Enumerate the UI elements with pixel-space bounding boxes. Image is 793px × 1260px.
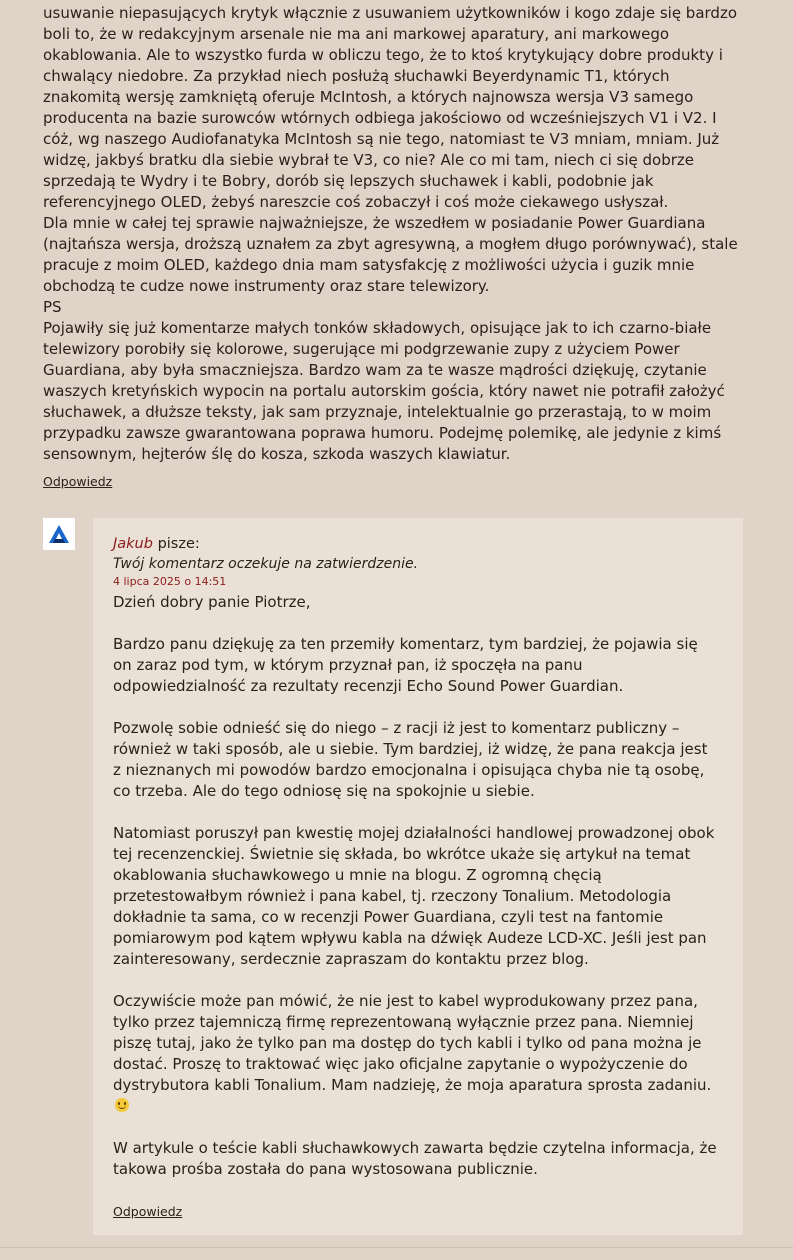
smile-emoji-icon bbox=[115, 1098, 129, 1112]
parent-comment-paragraph: Pojawiły się już komentarze małych tonków składowych, opisujące jak to ich czarno-białe telewizory porobiły się kolorowe, sugerujące mi podgrzewanie zupy z użyciem Power Guardiana, aby była smaczniejsza. Bardzo wam za te wasze mądrości dziękuję, czytanie waszych kretyńskich wypocin na portalu autorskim gościa, który nawet nie potrafił założyć słuchawek, a dłuższe teksty, jak sam przyznaje, intelektualnie go przerastają, to w moim przypadku zawsze gwarantowana poprawa humoru. Podejmę polemikę, ale jedynie z kimś sensownym, hejterów ślę do kosza, szkoda waszych klawiatur. bbox=[43, 319, 725, 463]
parent-comment-paragraph: PS bbox=[43, 298, 62, 316]
avatar bbox=[43, 518, 75, 550]
parent-comment-paragraph: usuwanie niepasujących krytyk włącznie z usuwaniem użytkowników i kogo zdaje się bardzo boli to, że w redakcyjnym arsenale nie ma ani markowej aparatury, ani markowego okablowania. Ale to wszystko furda w obliczu tego, że to ktoś krytykujący dobre produkty i chwalący niedobre. Za przykład niech posłużą słuchawki Beyerdynamic T1, których znakomitą wersję zamkniętą oferuje McIntosh, a których najnowsza wersja V3 samego producenta na bazie surowców wtórnych odbiega jakościowo od wcześniejszych V1 i V2. I cóż, wg naszego Audiofanatyka McIntosh są nie tego, natomiast te V3 mniam, mniam. Już widzę, jakbyś bratku dla siebie wybrał te V3, co nie? Ale co mi tam, niech ci się dobrze sprzedają te Wydry i te Bobry, dorób się lepszych słuchawek i kabli, podobnie jak referencyjnego OLED, żebyś nareszcie coś zobaczył i coś może ciekawego usłyszał. bbox=[43, 4, 737, 211]
reply-paragraph: Dzień dobry panie Piotrze, bbox=[113, 593, 311, 611]
avatar-logo-icon bbox=[43, 518, 75, 550]
reply-comment bbox=[93, 518, 743, 1235]
reply-link-parent[interactable]: Odpowiedz bbox=[43, 474, 113, 489]
reply-link-child[interactable]: Odpowiedz bbox=[113, 1204, 183, 1219]
comment-date-link[interactable]: 4 lipca 2025 o 14:51 bbox=[113, 575, 227, 588]
divider bbox=[0, 1247, 793, 1248]
reply-comment-body bbox=[113, 592, 719, 1180]
moderation-note: Twój komentarz oczekuje na zatwierdzenie. bbox=[113, 556, 419, 572]
parent-comment-body bbox=[43, 0, 743, 465]
reply-paragraph-with-emoji bbox=[113, 991, 719, 1117]
reply-paragraph: Pozwolę sobie odnieść się do niego – z racji iż jest to komentarz publiczny – również w taki sposób, ale u siebie. Tym bardziej, iż widzę, że pana reakcja jest z nieznanych mi powodów bardzo emocjonalna i opisująca chyba nie tą osobę, co trzeba. Ale do tego odniosę się na spokojnie u siebie. bbox=[113, 719, 708, 800]
comment-says: pisze: bbox=[157, 536, 200, 552]
comment-author[interactable]: Jakub bbox=[113, 536, 153, 552]
reply-paragraph: Bardzo panu dziękuję za ten przemiły komentarz, tym bardziej, że pojawia się on zaraz pod tym, w którym przyznał pan, iż spoczęła na panu odpowiedzialność za rezultaty recenzji Echo Sound Power Guardian. bbox=[113, 635, 698, 695]
parent-comment-paragraph: Dla mnie w całej tej sprawie najważniejsze, że wszedłem w posiadanie Power Guardiana (najtańsza wersja, droższą uznałem za zbyt agresywną, a mogłem długo porównywać), stale pracuje z moim OLED, każdego dnia mam satysfakcję z możliwości użycia i guzik mnie obchodzą te cudze nowe instrumenty oraz stare telewizory. bbox=[43, 214, 738, 295]
reply-paragraph: W artykule o teście kabli słuchawkowych zawarta będzie czytelna informacja, że takowa prośba została do pana wystosowana publicznie. bbox=[113, 1139, 717, 1178]
reply-paragraph: Natomiast poruszył pan kwestię mojej działalności handlowej prowadzonej obok tej recenzenckiej. Świetnie się składa, bo wkrótce ukaże się artykuł na temat okablowania słuchawkowego u mnie na blogu. Z ogromną chęcią przetestowałbym również i pana kabel, tj. rzeczony Tonalium. Metodologia dokładnie ta sama, co w recenzji Power Guardiana, czyli test na fantomie pomiarowym pod kątem wpływu kabla na dźwięk Audeze LCD-XC. Jeśli jest pan zainteresowany, serdecznie zapraszam do kontaktu przez blog. bbox=[113, 824, 715, 968]
reply-paragraph: Oczywiście może pan mówić, że nie jest to kabel wyprodukowany przez pana, tylko przez tajemniczą firmę reprezentowaną wyłącznie przez pana. Niemniej piszę tutaj, jako że tylko pan ma dostęp do tych kabli i tylko od pana można je dostać. Proszę to traktować więc jako oficjalne zapytanie o wypożyczenie do dystrybutora kabli Tonalium. Mam nadzieję, że moja aparatura sprosta zadaniu. bbox=[113, 992, 712, 1094]
comment-author-line bbox=[113, 534, 719, 554]
